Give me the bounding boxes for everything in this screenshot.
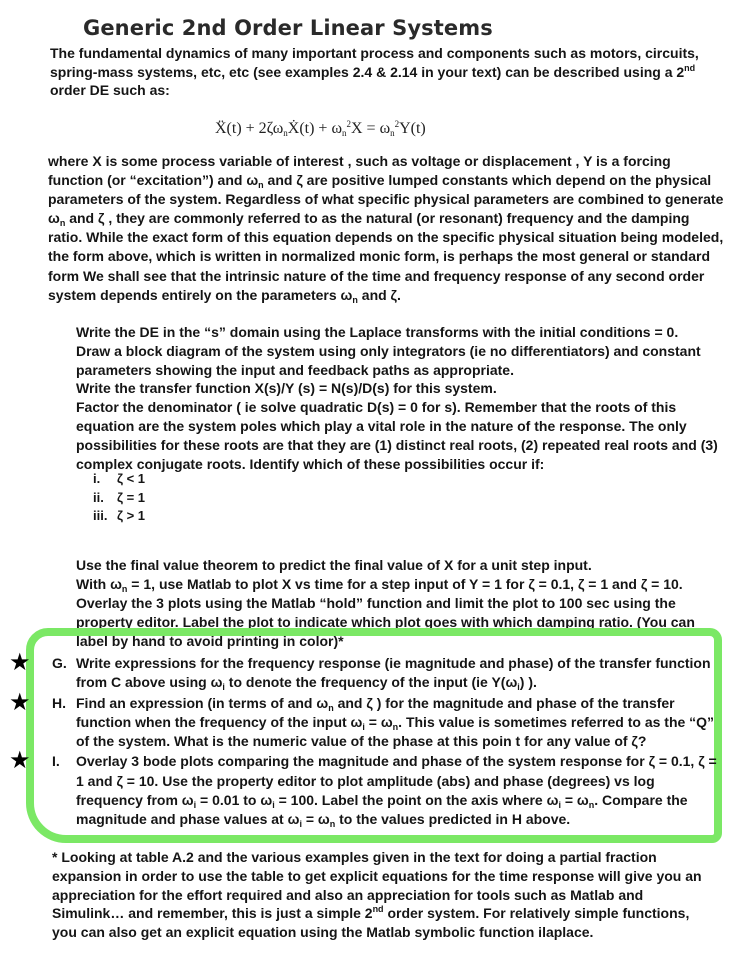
eq-lhs: Ẍ(t) + 2ζω	[215, 120, 284, 137]
task-text	[76, 694, 718, 751]
para-text: and ζ.	[357, 286, 401, 303]
footnote-paragraph	[52, 848, 702, 942]
list-item	[93, 507, 145, 526]
task-f	[76, 575, 724, 651]
task-sub: n	[392, 722, 399, 733]
task-sub: i	[272, 799, 275, 810]
eq-sup: 2	[346, 119, 351, 129]
differential-equation	[215, 120, 426, 138]
task-text-part: and ζ ) for the magnitude and phase of the transfer function when the frequency of the input ω	[76, 695, 675, 731]
task-label: I.	[52, 753, 60, 770]
list-text: ζ = 1	[117, 489, 146, 505]
eq-sub: n	[283, 128, 288, 138]
eq-x: X = ω	[350, 120, 391, 137]
eq-sub: n	[390, 128, 395, 138]
task-sub: n	[328, 703, 334, 714]
intro-sup: nd	[684, 62, 696, 73]
task-text-part: = ω	[301, 810, 330, 827]
task-text-part: Find an expression (in terms of and ω	[76, 695, 329, 712]
footnote-text	[52, 848, 702, 942]
intro-paragraph	[50, 44, 720, 100]
task-text-part: to the values predicted in H above.	[335, 810, 571, 827]
para-sub: n	[258, 180, 264, 191]
task-text-part: . Compare the magnitude and phase values at ω	[76, 791, 688, 827]
list-number: i.	[93, 471, 101, 486]
task-label: H.	[52, 695, 66, 712]
task-a: Write the DE in the “s” domain using the Laplace transforms with the initial conditions = 0.	[76, 324, 679, 340]
list-item	[93, 470, 145, 489]
footnote-sup: nd	[372, 904, 384, 915]
eq-rhs: Y(t)	[399, 120, 426, 137]
list-number: iii.	[93, 508, 108, 523]
damping-sublist	[93, 470, 145, 526]
task-sub: i	[299, 818, 302, 829]
task-list-e-f	[76, 556, 724, 651]
task-e: Use the final value theorem to predict the final value of X for a unit step input.	[76, 557, 592, 573]
intro-text: The fundamental dynamics of many important process and components such as motors, circuits, spring-mass systems, etc, etc (see examples 2.4 & 2.14 in your text) can be described using a 2	[50, 45, 699, 80]
description-paragraph	[48, 152, 726, 305]
list-item	[93, 489, 145, 508]
starred-task-list	[9, 649, 718, 829]
task-sub: i	[558, 799, 561, 810]
task-label: G.	[52, 655, 67, 671]
eq-sup: 2	[394, 119, 400, 129]
task-text	[76, 654, 718, 692]
task-c: Write the transfer function X(s)/Y (s) = N(s)/D(s) for this system.	[76, 380, 497, 397]
list-text: ζ < 1	[117, 471, 146, 486]
list-number: ii.	[93, 489, 104, 505]
task-text-part: to denote the frequency of the input (ie Y(ω	[224, 674, 518, 691]
task-sub: n	[329, 818, 336, 829]
task-sub: i	[222, 682, 225, 693]
eq-sub: n	[341, 128, 347, 138]
para-sub: n	[352, 294, 358, 305]
task-b: Draw a block diagram of the system using only integrators (ie no differentiators) and constant parameters showing the input and feedback paths as appropriate.	[76, 342, 701, 378]
para-sub: n	[59, 218, 66, 229]
intro-text-end: order DE such as:	[50, 82, 170, 99]
task-text-part: Overlay 3 bode plots comparing the magnitude and phase of the system response for ζ = 0.1, ζ = 1 and ζ = 10. Use the property editor to plot amplitude (abs) and phase (degrees) vs log frequency from ω	[76, 753, 717, 808]
task-text	[76, 752, 718, 828]
para-text: where X is some process variable of interest , such as voltage or displacement , Y is a forcing function (or “excitation”) and ω	[48, 153, 671, 189]
task-sub: i	[193, 799, 197, 810]
task-text-part: = 100. Label the point on the axis where ω	[274, 791, 559, 808]
task-g	[9, 649, 718, 693]
star-icon: ★	[9, 649, 31, 676]
task-d: Factor the denominator ( ie solve quadratic D(s) = 0 for s). Remember that the roots of this equation are the system poles which play a vital role in the nature of the response. The only possibilities for these roots are that they are (1) distinct real roots, (2) repeated real roots and (3) complex conjugate roots. Identify which of these possibilities occur if:	[76, 399, 718, 472]
task-list-a-d	[76, 323, 718, 473]
task-f-text: = 1, use Matlab to plot X vs time for a step input of Y = 1 for ζ = 0.1, ζ = 1 and ζ = 10. Overlay the 3 plots using the Matlab “hold” function and limit the plot to 100 sec using the property editor. Label the plot to indicate which plot goes with which damping ratio. (You can label by hand to avoid printing in color)*	[76, 576, 695, 649]
para-text: and ζ , they are commonly referred to as the natural (or resonant) frequency and the damping ratio. While the exact form of this equation depends on the specific physical situation being modeled, the form above, which is written in normalized monic form, is perhaps the most general or standard form We shall see that the intrinsic nature of the time and frequency response of any second order system depends entirely on the parameters ω	[48, 210, 724, 303]
task-f-text: With ω	[76, 576, 122, 592]
task-text-part: Write expressions for the frequency response (ie magnitude and phase) of the transfer function from C above using ω	[76, 655, 711, 691]
task-text-part: = 0.01 to ω	[196, 791, 273, 808]
task-text-part: = ω	[364, 714, 393, 731]
task-text-part: ) ).	[519, 674, 537, 691]
task-f-sub: n	[121, 584, 128, 594]
star-icon: ★	[9, 689, 31, 717]
task-text-part: = ω	[560, 791, 589, 808]
eq-mid: Ẋ(t) + ω	[287, 120, 342, 137]
list-text: ζ > 1	[117, 508, 146, 523]
task-sub: i	[517, 682, 520, 693]
page-title: Generic 2nd Order Linear Systems	[83, 16, 493, 40]
star-icon: ★	[9, 747, 31, 775]
para-text: and ζ are positive lumped constants which depend on the physical parameters of the system. Regardless of what specific physical parameters are combined to generate ω	[48, 172, 724, 227]
task-text-part: . This value is sometimes referred to as the “Q” of the system. What is the numeric value of the phase at this poin t for any value of ζ?	[76, 714, 715, 750]
task-sub: n	[588, 799, 595, 810]
task-sub: i	[362, 722, 365, 733]
task-i	[9, 747, 718, 829]
task-h	[9, 689, 718, 751]
footnote-part: * Looking at table A.2 and the various examples given in the text for doing a partial fraction expansion in order to use the table to get explicit equations for the time response will give you an appreciation for the effort required and also an appreciation for tools such as Matlab and Simulink… and remember, this is just a simple 2	[52, 849, 702, 922]
footnote-part: order system. For relatively simple functions, you can also get an explicit equation using the Matlab symbolic function ilaplace.	[52, 905, 690, 941]
